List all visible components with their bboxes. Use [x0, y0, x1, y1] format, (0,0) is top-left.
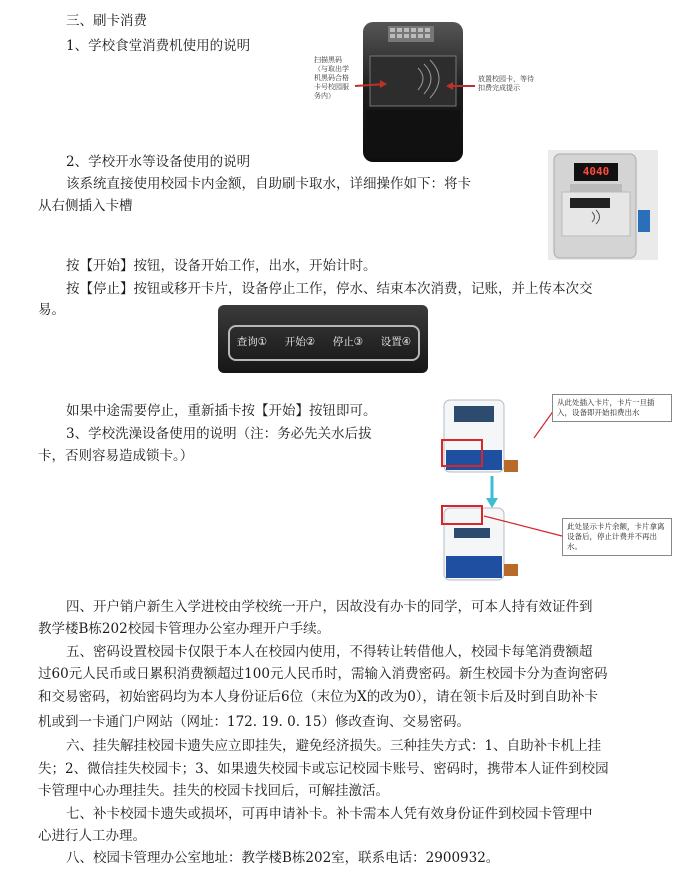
section8-line1: 八、校园卡管理办公室地址：教学楼B栋202室，联系电话：2900932。 — [66, 850, 500, 866]
section6-line1: 六、挂失解挂校园卡遗失应立即挂失，避免经济损失。三种挂失方式：1、自助补卡机上挂 — [66, 738, 602, 754]
water-display: 4040 — [582, 165, 610, 178]
button-panel-photo — [218, 305, 428, 373]
stop-instruction-line2: 易。 — [38, 302, 65, 318]
section7-line1: 七、补卡校园卡遗失或损坏，可再申请补卡。补卡需本人凭有效身份证件到校园卡管理中 — [66, 806, 593, 822]
stop-button: 停止③ — [332, 335, 364, 348]
start-button: 开始② — [284, 335, 316, 348]
shower-note-top: 从此处插入卡片，卡片一旦插入，设备即开始扣费出水 — [552, 394, 672, 422]
section6-line3: 卡管理中心办理挂失。挂失的校园卡找回后，可解挂激活。 — [38, 783, 389, 799]
section4-line1: 四、开户销户新生入学进校由学校统一开户，因故没有办卡的同学，可本人持有效证件到 — [66, 599, 593, 615]
section4-line2: 教学楼B栋202校园卡管理办公室办理开户手续。 — [38, 621, 331, 637]
water-machine-photo — [548, 150, 658, 260]
shower-note-bottom: 此处显示卡片余额，卡片拿离设备后，停止计费并不再出水。 — [562, 518, 672, 556]
stop-instruction-line1: 按【停止】按钮或移开卡片，设备停止工作，停水、结束本次消费，记账，并上传本次交 — [66, 281, 593, 297]
section5-line3: 和交易密码，初始密码均为本人身份证后6位（末位为X的改为0），请在领卡后及时到自助补卡 — [38, 689, 599, 705]
item2-intro-line1: 该系统直接使用校园卡内金额，自助刷卡取水，详细操作如下：将卡 — [66, 176, 471, 192]
settings-button: 设置④ — [380, 335, 412, 348]
item2-title: 2、学校开水等设备使用的说明 — [66, 154, 251, 170]
section6-line2: 失；2、微信挂失校园卡；3、如果遗失校园卡或忘记校园卡账号、密码时，携带本人证件到校园 — [38, 761, 609, 777]
button-panel-labels — [228, 327, 420, 355]
pause-instruction: 如果中途需要停止，重新插卡按【开始】按钮即可。 — [66, 403, 377, 419]
item3-line1: 3、学校洗澡设备使用的说明（注：务必先关水后拔 — [66, 426, 372, 442]
section-heading: 三、刷卡消费 — [66, 13, 147, 29]
canteen-right-note: 放置校园卡，等待扣费完成提示 — [478, 75, 534, 92]
item2-intro-line2: 从右侧插入卡槽 — [38, 198, 133, 214]
section5-line2: 过60元人民币或日累积消费额超过100元人民币时，需输入消费密码。新生校园卡分为查询密码 — [38, 666, 608, 682]
section5-line1: 五、密码设置校园卡仅限于本人在校园内使用，不得转让转借他人，校园卡每笔消费额超 — [66, 644, 593, 660]
query-button: 查询① — [236, 335, 268, 348]
canteen-machine-photo — [300, 20, 550, 165]
section5-line4: 机或到一卡通门户网站（网址：172. 19. 0. 15）修改查询、交易密码。 — [38, 714, 470, 730]
item1-title: 1、学校食堂消费机使用的说明 — [66, 38, 251, 54]
section7-line2: 心进行人工办理。 — [38, 828, 146, 844]
item3-line2: 卡，否则容易造成锁卡。） — [38, 448, 194, 464]
shower-device-illustration — [432, 388, 672, 583]
canteen-left-note: 扫描黑码（与取出学机黑码合格卡号校园服务内） — [314, 56, 349, 100]
start-instruction: 按【开始】按钮，设备开始工作，出水，开始计时。 — [66, 258, 377, 274]
